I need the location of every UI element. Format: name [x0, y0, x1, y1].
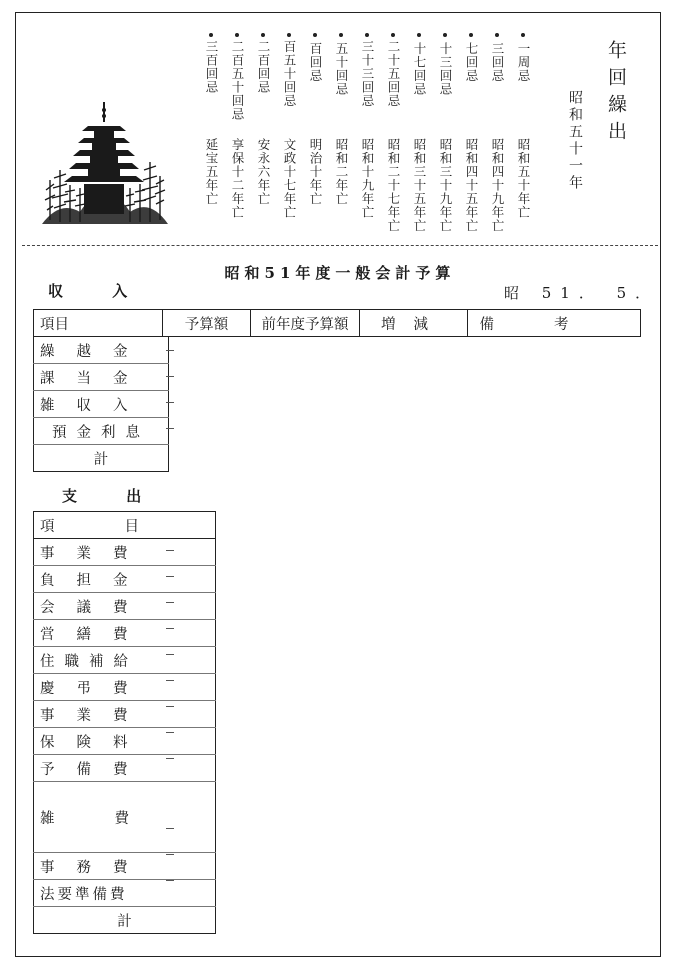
- section-divider: [22, 245, 658, 246]
- memorial-name: 三十三回忌: [360, 40, 375, 108]
- table-row: [34, 728, 216, 755]
- expense-item: 会議費: [34, 593, 216, 620]
- income-total: 計: [34, 445, 169, 472]
- expense-total: 計: [34, 907, 216, 934]
- table-row: [34, 853, 216, 880]
- table-row: [34, 755, 216, 782]
- memorial-year: 昭和四十九年亡: [490, 138, 505, 233]
- table-row: [34, 907, 216, 934]
- memorial-name: 五十回忌: [334, 42, 349, 96]
- table-row: [34, 337, 169, 364]
- memorial-name: 十七回忌: [412, 42, 427, 96]
- table-row: [34, 539, 216, 566]
- memorial-year: 明治十年亡: [308, 138, 323, 206]
- table-row: [34, 593, 216, 620]
- income-item: 雑収入: [34, 391, 169, 418]
- list-title: 年回繰出: [605, 40, 627, 148]
- memorial-year: 文政十七年亡: [282, 138, 297, 219]
- expense-label: 支 出: [62, 487, 164, 505]
- income-label: 収 入: [48, 282, 150, 300]
- income-table: [33, 309, 641, 337]
- expense-item: 事業費: [34, 701, 216, 728]
- table-row: [34, 445, 169, 472]
- memorial-year: 享保十二年亡: [230, 138, 245, 219]
- table-header-row: [34, 512, 216, 539]
- col-header-budget: 予算額: [163, 310, 251, 337]
- table-row: [34, 647, 216, 674]
- table-header-row: [34, 310, 641, 337]
- memorial-year: 昭和四十五年亡: [464, 138, 479, 233]
- table-row: [34, 674, 216, 701]
- expense-col-header-item: 項目: [34, 512, 216, 539]
- col-header-prev-budget: 前年度予算額: [251, 310, 360, 337]
- memorial-name: 七回忌: [464, 42, 479, 83]
- memorial-name: 百回忌: [308, 42, 323, 83]
- expense-item: 予備費: [34, 755, 216, 782]
- memorial-name: 二十五回忌: [386, 40, 401, 108]
- budget-date: 昭 51． 5．: [504, 284, 660, 302]
- col-header-notes: 備考: [468, 310, 641, 337]
- expense-item: 営繕費: [34, 620, 216, 647]
- list-year: 昭和五十一年: [567, 90, 583, 192]
- memorial-name: 二百五十回忌: [230, 40, 245, 121]
- pagoda-illustration: [40, 100, 170, 225]
- col-header-change: 増減: [360, 310, 468, 337]
- memorial-name: 百五十回忌: [282, 40, 297, 108]
- expense-item: 事業費: [34, 539, 216, 566]
- expense-item: 住職補給: [34, 647, 216, 674]
- table-row: [34, 782, 216, 853]
- expense-item: 負担金: [34, 566, 216, 593]
- table-row: [34, 391, 169, 418]
- expense-item: 慶弔費: [34, 674, 216, 701]
- memorial-year: 昭和二年亡: [334, 138, 349, 206]
- expense-table: [33, 511, 216, 934]
- memorial-name: 三回忌: [490, 42, 505, 83]
- memorial-name: 一周忌: [516, 42, 531, 83]
- memorial-name: 二百回忌: [256, 40, 271, 94]
- table-row: [34, 880, 216, 907]
- memorial-year: 昭和二十七年亡: [386, 138, 401, 233]
- memorial-name: 十三回忌: [438, 42, 453, 96]
- memorial-year: 昭和五十年亡: [516, 138, 531, 219]
- income-items: [33, 337, 169, 472]
- income-item: 預金利息: [34, 418, 169, 445]
- col-header-item: 項目: [34, 310, 163, 337]
- income-item: 繰越金: [34, 337, 169, 364]
- table-row: [34, 364, 169, 391]
- table-row: [34, 566, 216, 593]
- income-item: 課当金: [34, 364, 169, 391]
- memorial-year: 昭和三十九年亡: [438, 138, 453, 233]
- expense-item: 雑費: [34, 782, 216, 853]
- table-row: [34, 620, 216, 647]
- table-row: [34, 701, 216, 728]
- memorial-year: 安永六年亡: [256, 138, 271, 206]
- expense-item: 法要準備費: [34, 880, 216, 907]
- expense-item: 事務費: [34, 853, 216, 880]
- memorial-year: 昭和十九年亡: [360, 138, 375, 219]
- memorial-year: 延宝五年亡: [204, 138, 219, 206]
- memorial-year: 昭和三十五年亡: [412, 138, 427, 233]
- expense-item: 保険料: [34, 728, 216, 755]
- table-row: [34, 418, 169, 445]
- memorial-name: 三百回忌: [204, 40, 219, 94]
- budget-title: 昭和51年度一般会計予算: [224, 264, 456, 282]
